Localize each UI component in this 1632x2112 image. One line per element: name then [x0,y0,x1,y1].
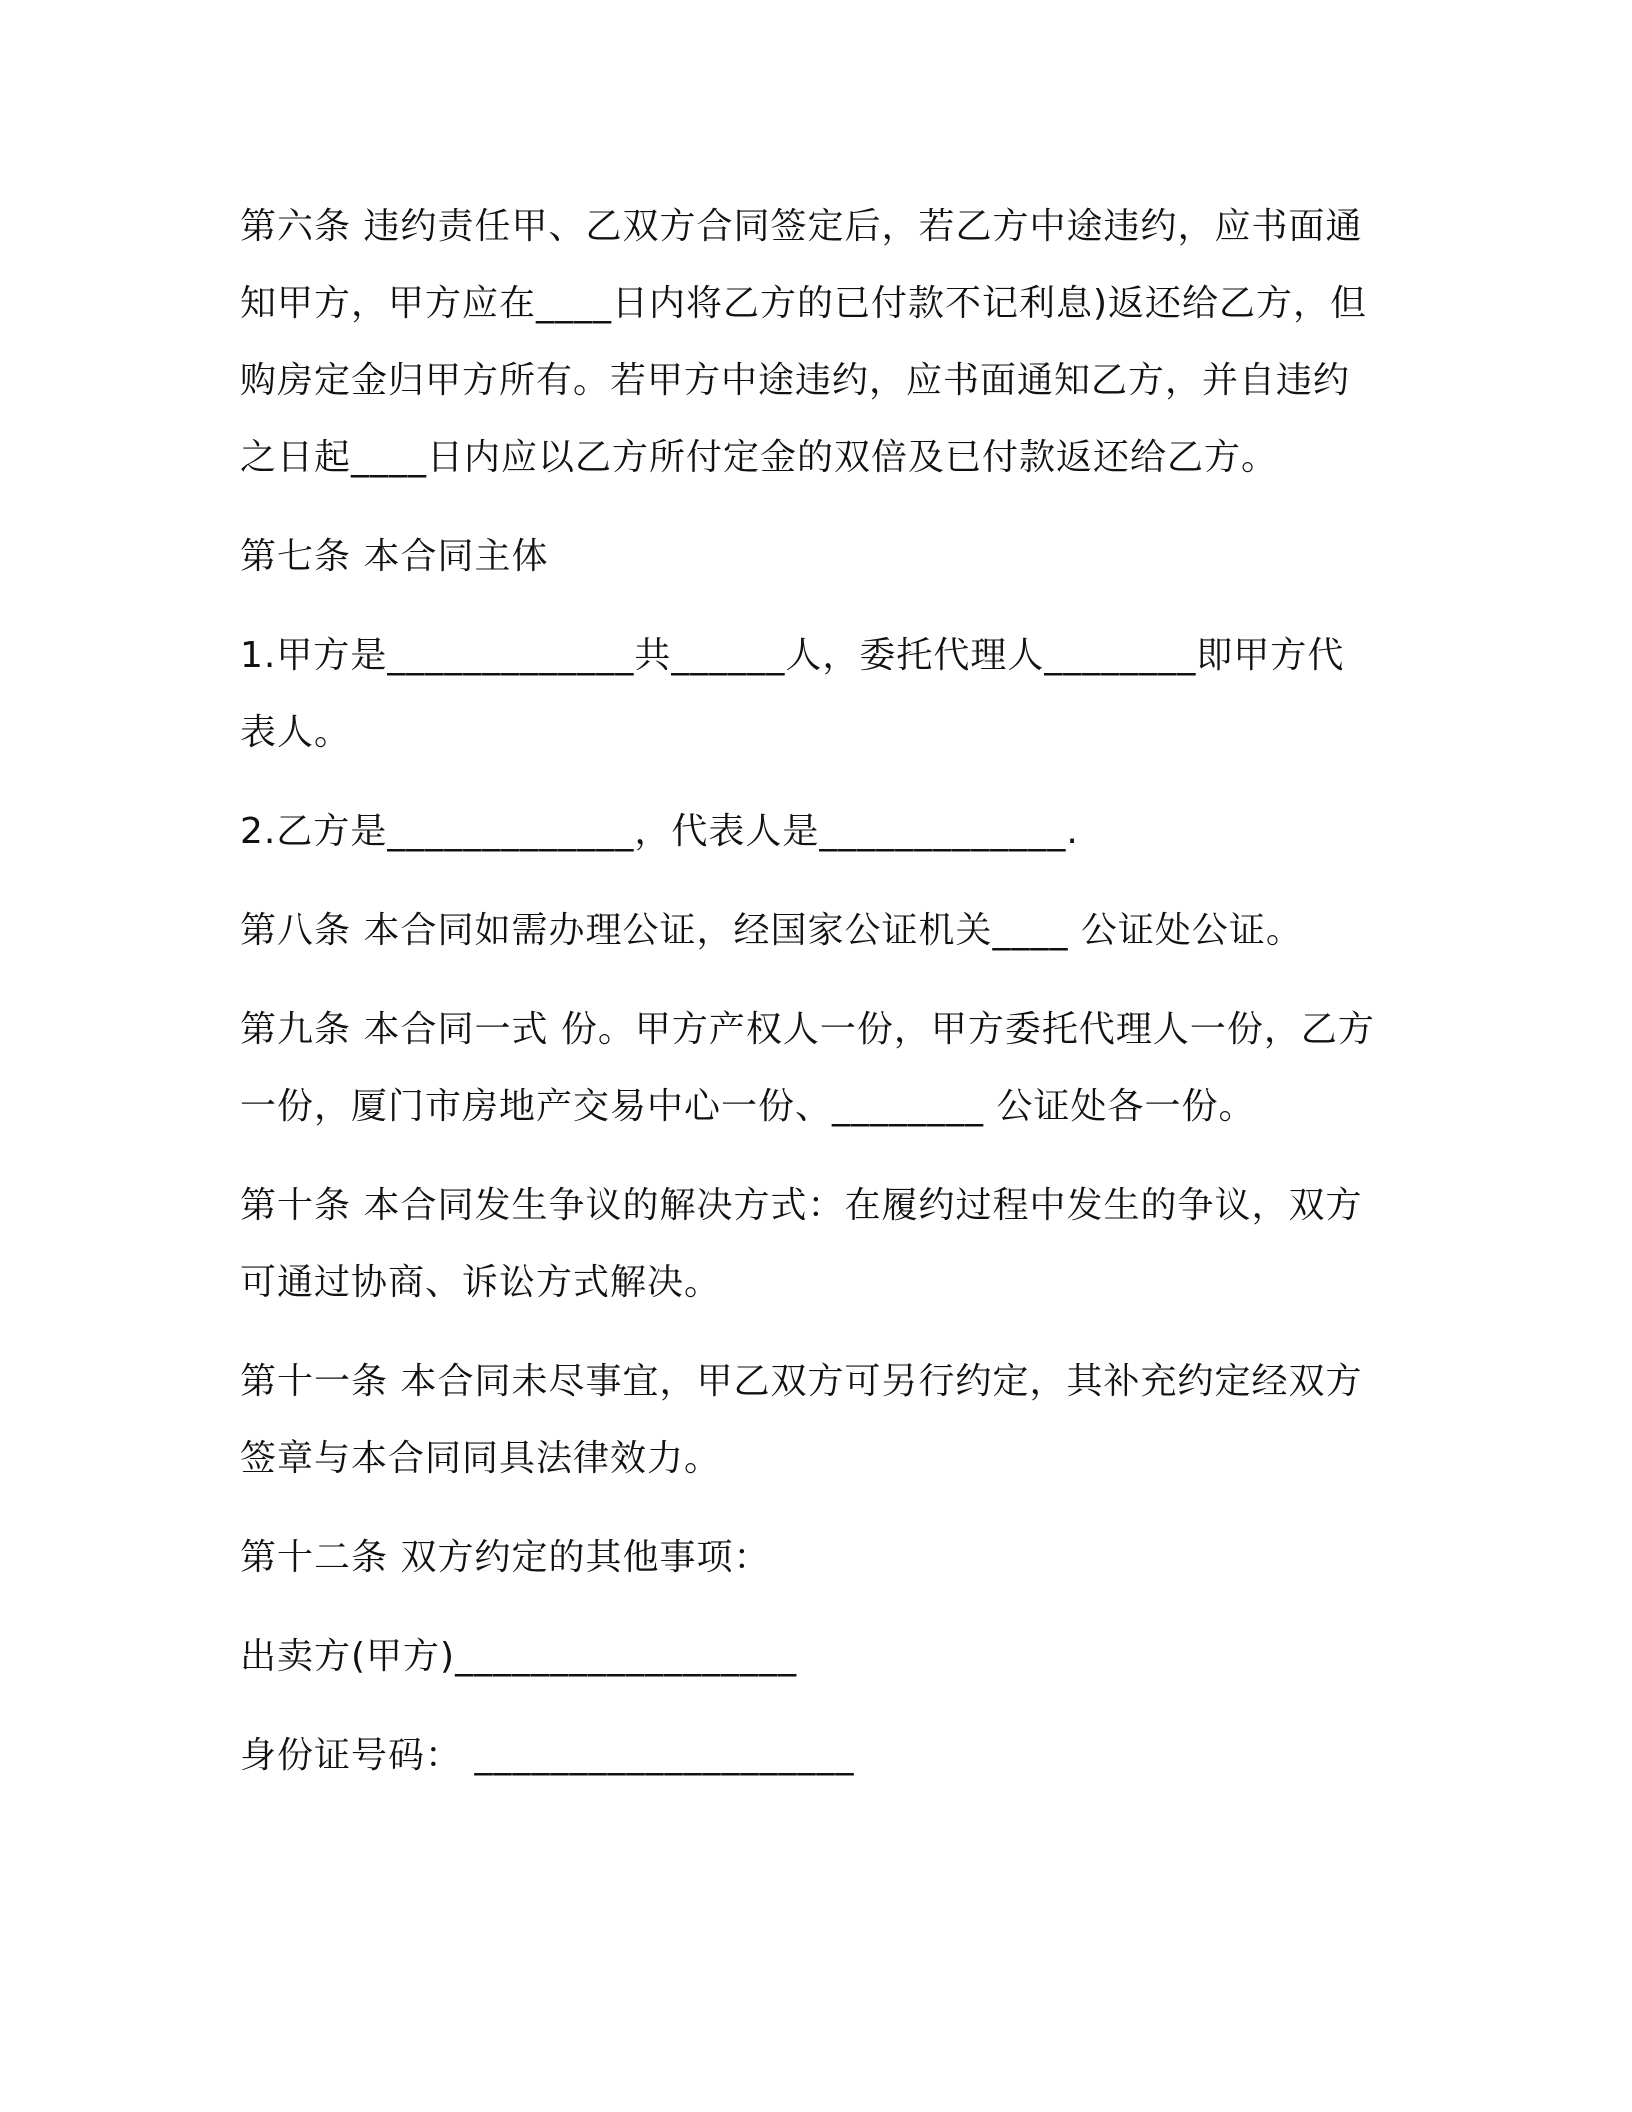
seller-signature-line [240,1618,1400,1695]
article-9-paragraph [240,991,1400,1145]
text-line: 表人。 [240,712,352,753]
text-line: 第七条 本合同主体 [240,536,549,577]
text-line: 出卖方(甲方)__________________ [240,1636,798,1677]
text-line: 1.甲方是_____________共______人，委托代理人________即甲方代 [240,635,1345,676]
text-line: 第九条 本合同一式 份。甲方产权人一份，甲方委托代理人一份，乙方 [240,1009,1375,1050]
article-12-paragraph [240,1519,1400,1596]
text-line: 第六条 违约责任甲、乙双方合同签定后，若乙方中途违约，应书面通 [240,206,1363,247]
text-line: 知甲方，甲方应在____日内将乙方的已付款不记利息)返还给乙方，但 [240,283,1368,324]
text-line: 第十条 本合同发生争议的解决方式：在履约过程中发生的争议，双方 [240,1185,1363,1226]
article-8-paragraph [240,892,1400,969]
article-6-paragraph [240,188,1400,496]
article-7-item-1 [240,617,1400,771]
document-body [240,188,1400,1816]
text-line: 之日起____日内应以乙方所付定金的双倍及已付款返还给乙方。 [240,437,1279,478]
text-line: 签章与本合同同具法律效力。 [240,1438,722,1479]
article-10-paragraph [240,1167,1400,1321]
text-line: 购房定金归甲方所有。若甲方中途违约，应书面通知乙方，并自违约 [240,360,1351,401]
article-7-item-2 [240,793,1400,870]
text-line: 身份证号码： ____________________ [240,1735,855,1776]
text-line: 一份，厦门市房地产交易中心一份、________ 公证处各一份。 [240,1086,1256,1127]
text-line: 2.乙方是_____________，代表人是_____________. [240,811,1079,852]
text-line: 第十二条 双方约定的其他事项： [240,1537,771,1578]
id-number-line [240,1717,1400,1794]
article-7-heading [240,518,1400,595]
text-line: 第十一条 本合同未尽事宜，甲乙双方可另行约定，其补充约定经双方 [240,1361,1363,1402]
text-line: 可通过协商、诉讼方式解决。 [240,1262,722,1303]
article-11-paragraph [240,1343,1400,1497]
text-line: 第八条 本合同如需办理公证，经国家公证机关____ 公证处公证。 [240,910,1303,951]
